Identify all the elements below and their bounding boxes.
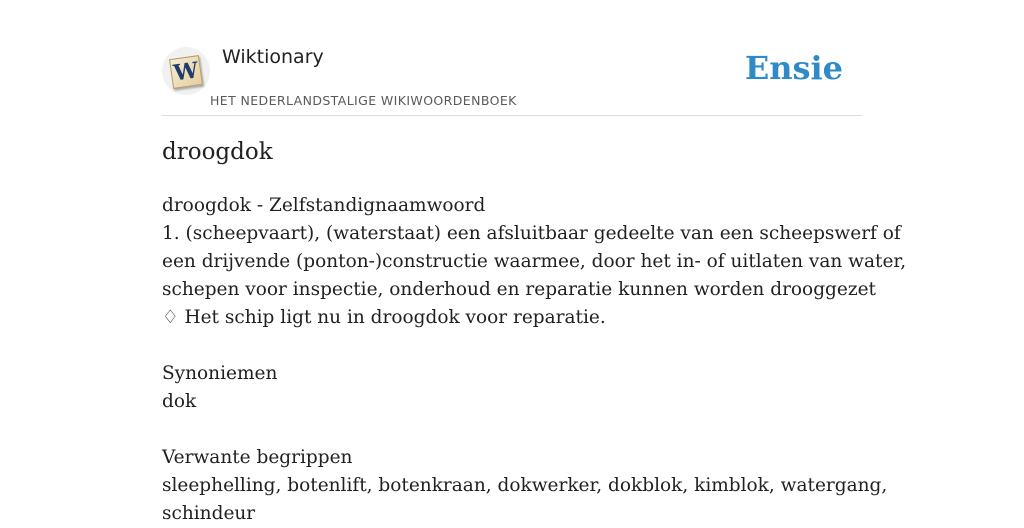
entry-content <box>162 192 907 528</box>
related-heading: Verwante begrippen <box>162 447 353 468</box>
site-header <box>162 0 862 116</box>
synonyms-list: dok <box>162 391 197 412</box>
related-terms-line: schindeur <box>162 503 256 524</box>
logo-tile-icon <box>169 55 203 89</box>
wiktionary-logo[interactable] <box>162 47 210 95</box>
logo-letter: W <box>171 57 201 87</box>
spacer <box>162 332 862 360</box>
page <box>162 0 907 524</box>
site-name-link[interactable]: Wiktionary <box>222 46 324 68</box>
related-terms-line: sleephelling, botenlift, botenkraan, dokwerker, dokblok, kimblok, watergang, <box>162 475 888 496</box>
entry-headline: droogdok - Zelfstandignaamwoord <box>162 195 486 216</box>
definition-line: 1. (scheepvaart), (waterstaat) een afsluitbaar gedeelte van een scheepswerf of <box>162 223 901 244</box>
page-title: droogdok <box>162 139 273 165</box>
site-tagline: HET NEDERLANDSTALIGE WIKIWOORDENBOEK <box>210 93 517 108</box>
example-sentence: ♢ Het schip ligt nu in droogdok voor reparatie. <box>162 307 606 328</box>
synonyms-heading: Synoniemen <box>162 363 278 384</box>
spacer <box>162 416 862 444</box>
definition-line: een drijvende (ponton-)constructie waarmee, door het in- of uitlaten van water, <box>162 251 907 272</box>
definition-line: schepen voor inspectie, onderhoud en reparatie kunnen worden drooggezet <box>162 279 876 300</box>
ensie-logo-link[interactable]: Ensie <box>744 49 843 87</box>
